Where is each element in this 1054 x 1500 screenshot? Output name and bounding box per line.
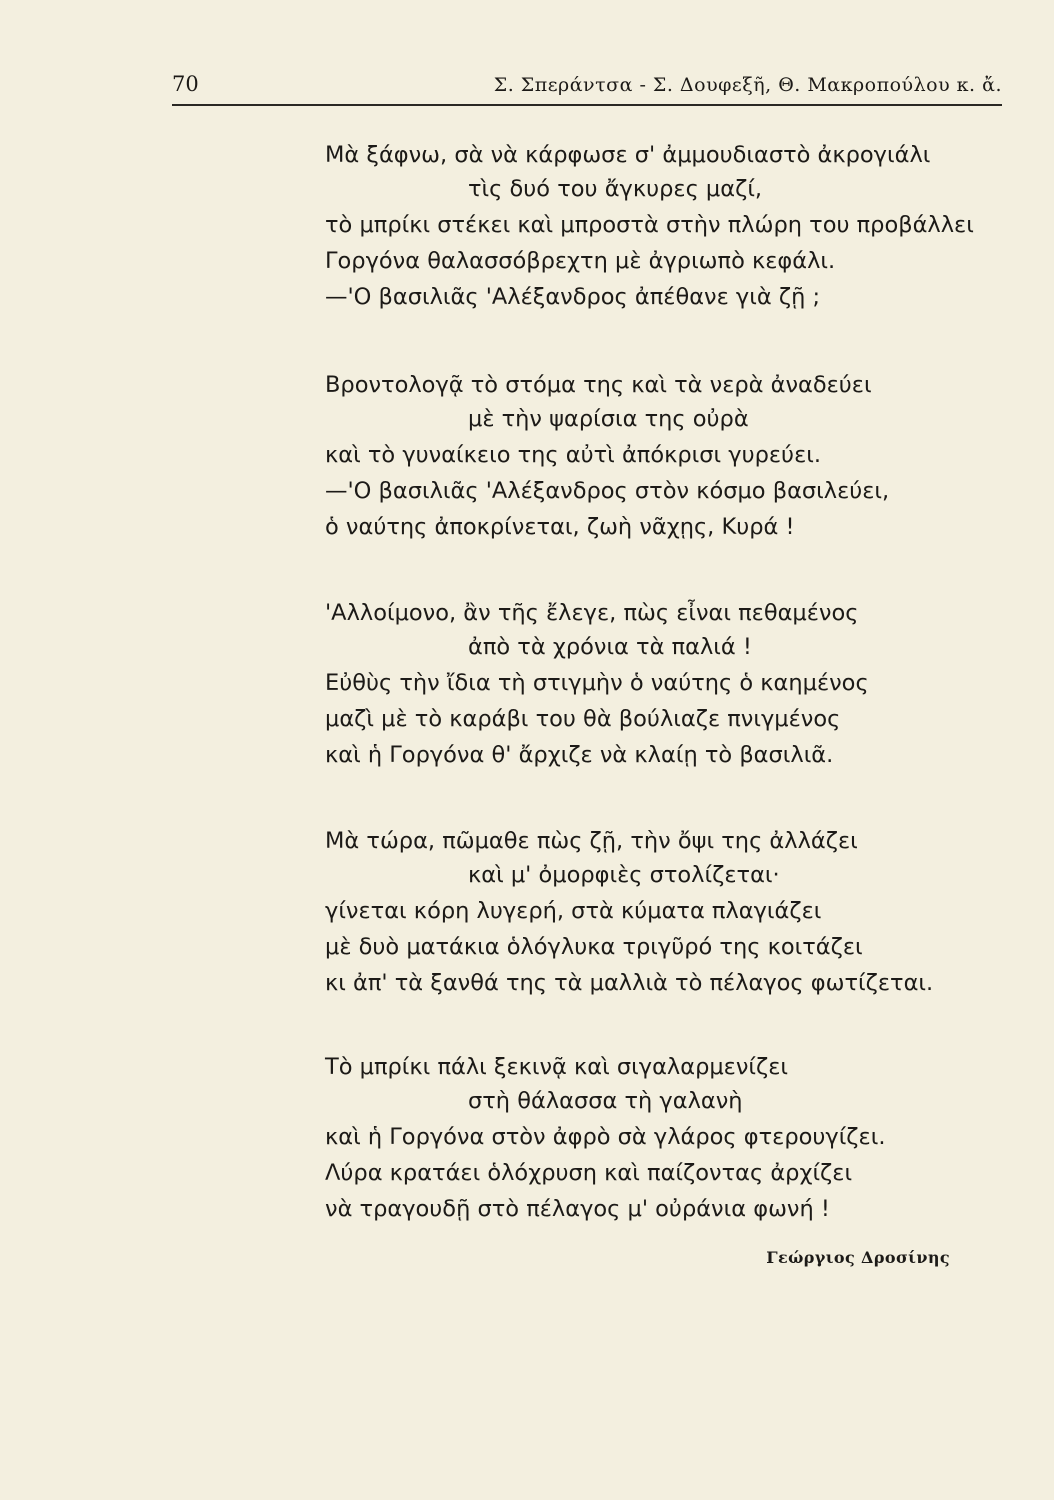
poem-line: τὶς δυό του ἄγκυρες μαζί,	[468, 176, 763, 202]
header-rule	[172, 104, 1002, 106]
poem-line: μαζὶ μὲ τὸ καράβι του θὰ βούλιαζε πνιγμένος	[325, 706, 841, 732]
poem-line: Βροντολογᾷ τὸ στόμα της καὶ τὰ νερὰ ἀναδεύει	[325, 372, 872, 398]
poem-line: γίνεται κόρη λυγερή, στὰ κύματα πλαγιάζει	[325, 898, 822, 924]
poem-line: ὁ ναύτης ἀποκρίνεται, ζωὴ νᾶχῃς, Κυρά !	[325, 514, 795, 540]
running-head: Σ. Σπεράντσα - Σ. Δουφεξῆ, Θ. Μακροπούλου κ. ἄ.	[493, 74, 1002, 96]
poem-line: —'Ο βασιλιᾶς 'Αλέξανδρος ἀπέθανε γιὰ ζῇ ;	[325, 284, 821, 310]
page-header	[172, 72, 1002, 104]
poem-line: καὶ ἡ Γοργόνα στὸν ἀφρὸ σὰ γλάρος φτερουγίζει.	[325, 1124, 886, 1150]
poem-line: Γοργόνα θαλασσόβρεχτη μὲ ἀγριωπὸ κεφάλι.	[325, 248, 836, 274]
poem-line: κι ἀπ' τὰ ξανθά της τὰ μαλλιὰ τὸ πέλαγος φωτίζεται.	[325, 970, 934, 996]
poem-line: Τὸ μπρίκι πάλι ξεκινᾷ καὶ σιγαλαρμενίζει	[325, 1054, 789, 1080]
poem-line: —'Ο βασιλιᾶς 'Αλέξανδρος στὸν κόσμο βασιλεύει,	[325, 478, 890, 504]
poem-line: Μὰ ξάφνω, σὰ νὰ κάρφωσε σ' ἀμμουδιαστὸ ἀκρογιάλι	[325, 142, 931, 168]
poem-line: ἀπὸ τὰ χρόνια τὰ παλιά !	[468, 634, 752, 660]
poem-line: Μὰ τώρα, πῶμαθε πὼς ζῇ, τὴν ὄψι της ἀλλάζει	[325, 828, 858, 854]
poem-line: στὴ θάλασσα τὴ γαλανὴ	[468, 1088, 743, 1114]
page-number: 70	[172, 72, 199, 96]
poem-line: καὶ ἡ Γοργόνα θ' ἄρχιζε νὰ κλαίῃ τὸ βασιλιᾶ.	[325, 742, 834, 768]
poem-line: Εὐθὺς τὴν ἴδια τὴ στιγμὴν ὁ ναύτης ὁ καημένος	[325, 670, 869, 696]
poem-line: νὰ τραγουδῇ στὸ πέλαγος μ' οὐράνια φωνή !	[325, 1196, 830, 1222]
poem-line: καὶ μ' ὀμορφιὲς στολίζεται·	[468, 862, 780, 888]
poem-line: 'Αλλοίμονο, ἂν τῆς ἔλεγε, πὼς εἶναι πεθαμένος	[325, 600, 859, 626]
poem-line: τὸ μπρίκι στέκει καὶ μπροστὰ στὴν πλώρη του προβάλλει	[325, 212, 974, 238]
author-signature: Γεώργιος Δροσίνης	[766, 1248, 950, 1267]
poem-line: μὲ τὴν ψαρίσια της οὐρὰ	[468, 406, 749, 432]
poem-line: Λύρα κρατάει ὁλόχρυση καὶ παίζοντας ἀρχίζει	[325, 1160, 853, 1186]
poem-line: μὲ δυὸ ματάκια ὁλόγλυκα τριγῦρό της κοιτάζει	[325, 934, 863, 960]
poem-line: καὶ τὸ γυναίκειο της αὐτὶ ἀπόκρισι γυρεύει.	[325, 442, 821, 468]
